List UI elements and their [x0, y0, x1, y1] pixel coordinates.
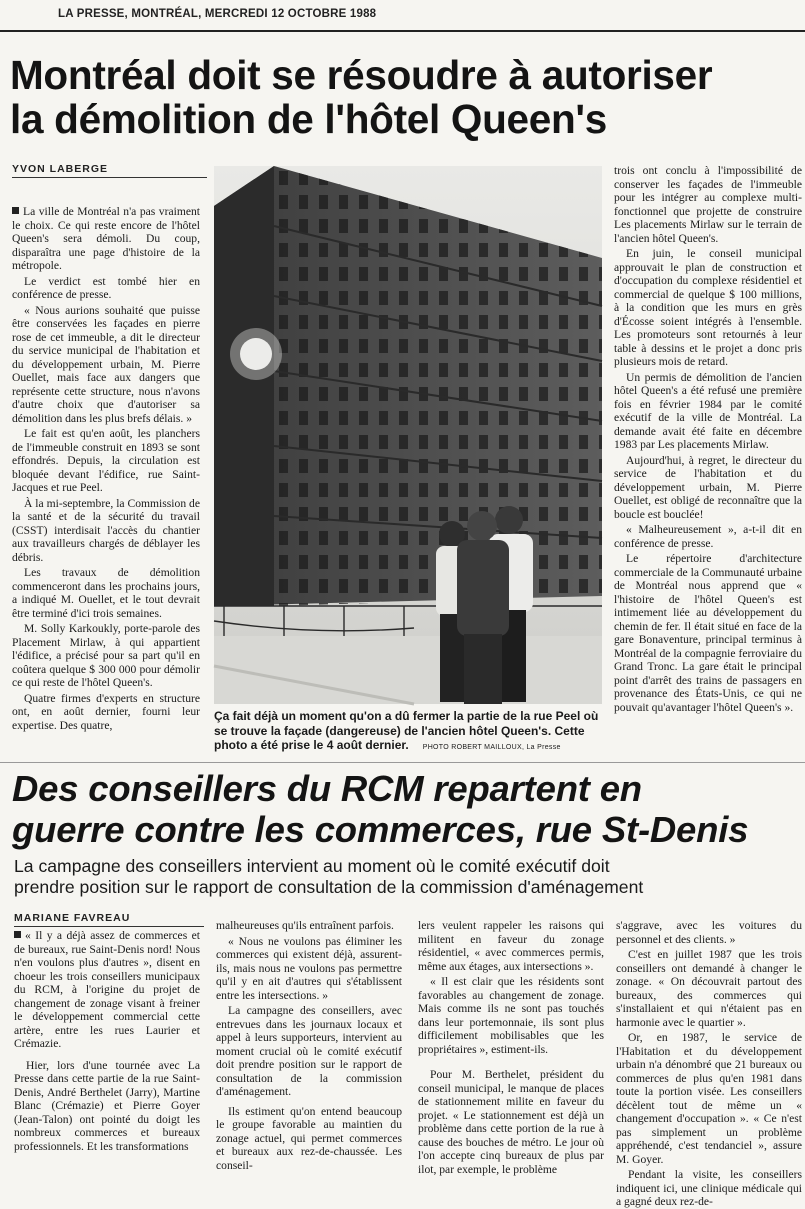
paragraph: trois ont conclu à l'impossibilité de conserver les façades de l'immeuble pour les intégrer au complexe multi-fonctionnel que projette de construire Les placements Mirlaw sur le terrain de l'ancien hôtel Queen's.: [614, 164, 802, 245]
article2-byline: MARIANE FAVREAU: [14, 912, 131, 924]
article1-headline-line2: la démolition de l'hôtel Queen's: [10, 95, 607, 142]
deck-line1: La campagne des conseillers intervient au moment où le comité exécutif doit: [14, 856, 610, 876]
paragraph: malheureuses qu'ils entraînent parfois.: [216, 919, 394, 932]
article1-column-1: [12, 205, 200, 757]
article2-headline-line1: Des conseillers du RCM repartent en: [12, 768, 642, 809]
lead-square-icon: [12, 207, 19, 214]
article1-byline: YVON LABERGE: [12, 163, 109, 175]
photo-caption: [214, 709, 604, 756]
paragraph: lers veulent rappeler les raisons qui militent en faveur du zonage résidentiel, « avec commerces permis, même aux étages, aux intersections ».: [418, 919, 604, 973]
deck-line2: prendre position sur le rapport de consultation de la commission d'aménagement: [14, 877, 644, 898]
paragraph: Aujourd'hui, à regret, le directeur du service de l'habitation et du développement urbain, M. Pierre Ouellet, est obligé de reconnaître que la boucle est bouclée!: [614, 453, 802, 521]
photo-credit: PHOTO ROBERT MAILLOUX, La Presse: [422, 744, 561, 751]
paragraph: Pendant la visite, les conseillers indiquent ici, une clinique médicale qui a gagné deux rez-de-: [616, 1168, 802, 1208]
paragraph: Un permis de démolition de l'ancien hôtel Queen's a été refusé une première fois en février 1984 par le comité exécutif de la ville de Montréal. La demande avait été faite en décembre 1983 par Les placements Mirlaw.: [614, 370, 802, 451]
paragraph: En juin, le conseil municipal approuvait le plan de construction et d'occupation du complexe résidentiel et commercial de quelque $ 100 millions, à la condition que les murs en grès d'Écosse soient intégrés à l'ensemble. Les promoteurs sont retournés à leur table à dessins et le projet a donc pris plusieurs mois de retard.: [614, 247, 802, 368]
newspaper-folio: LA PRESSE, MONTRÉAL, MERCREDI 12 OCTOBRE 1988: [58, 8, 377, 20]
folio-rule: [0, 30, 805, 32]
article2-column-1: [14, 929, 200, 1197]
paragraph: « Nous aurions souhaité que puisse être conservées les façades en pierre rose de cet immeuble, a dit le directeur du service municipal de l'habitation et du développement urbain, M. Pierre Ouellet, mais face aux dangers que représente cette structure, nous n'avons d'autre choix que d'autoriser sa démolition dans les plus brefs délais. »: [12, 303, 200, 425]
article2-column-2: [216, 919, 402, 1197]
article1-byline-rule: [12, 177, 207, 178]
men-silhouettes: [436, 506, 533, 704]
article2-deck: [14, 856, 794, 898]
paragraph: Le fait est qu'en août, les planchers de l'immeuble construit en 1893 se sont effondrés. Depuis, la circulation est bloquée devant l'édifice, rue Saint-Jacques et rue Peel.: [12, 427, 200, 494]
paragraph: « Nous ne voulons pas éliminer les commerces qui existent déjà, assurent-ils, mais nous ne voulons pas permettre qu'il y en ait d'autres qui s'établissent entre les intersections. »: [216, 934, 402, 1002]
article-divider: [0, 762, 805, 763]
article2-headline-line2: guerre contre les commerces, rue St-Denis: [12, 808, 749, 850]
paragraph: Le verdict est tombé hier en conférence de presse.: [12, 274, 200, 301]
paragraph: « Il y a déjà assez de commerces et de bureaux, rue Saint-Denis nord! Nous n'en voulons plus d'autres », disent en choeur les trois conseillers municipaux du RCM, à l'origine du projet de changement de zonage visant à freiner le développement commercial cette artère, entre les rues Laurier et Crémazie.: [14, 929, 200, 1050]
paragraph: La ville de Montréal n'a pas vraiment le choix. Ce qui reste encore de l'hôtel Queen's sera démoli. Du coup, disparaîtra une page d'histoire de la métropole.: [12, 205, 200, 272]
article1-headline-line1: Montréal doit se résoudre à autoriser: [10, 52, 713, 98]
paragraph: Quatre firmes d'experts en structure ont, en août dernier, fourni leur expertise. Des quatre,: [12, 691, 200, 732]
article2-byline-rule: [14, 926, 204, 927]
caption-text: Ça fait déjà un moment qu'on a dû fermer la partie de la rue Peel où se trouve la façade (dangereuse) de l'ancien hôtel Queen's. Cette photo a été prise le 4 août dernier.: [214, 709, 599, 752]
article2-column-4: [616, 919, 802, 1208]
paragraph: C'est en juillet 1987 que les trois conseillers ont demandé à changer le zonage. « On découvrait partout des bureaux, des commerces qui s'installaient et qui n'étaient pas en harmonie avec le quartier ».: [616, 948, 802, 1029]
article1-column-2: [614, 164, 802, 764]
paragraph: Or, en 1987, le service de l'Habitation et du développement urbain n'a dénombré que 21 bureaux ou commerces de plus qu'en 1981 dans toute la portion visée. Les conseillers décèlent tout de même un « changement d'occupation ». « Ce n'est pas simplement un problème appréhendé, c'est tendanciel », assure M. Goyer.: [616, 1031, 802, 1166]
lead-square-icon: [14, 931, 21, 938]
paragraph: « Malheureusement », a-t-il dit en conférence de presse.: [614, 523, 802, 550]
paragraph: s'aggrave, avec les voitures du personnel et des clients. »: [616, 919, 802, 946]
paragraph: La campagne des conseillers, avec entrevues dans les journaux locaux et appel à leurs supporteurs, intervient au moment crucial où le comité exécutif doit prendre position sur le rapport de consultation de la commission d'aménagement.: [216, 1004, 402, 1098]
paragraph: Hier, lors d'une tournée avec La Presse dans cette partie de la rue Saint-Denis, André Berthelet (Jarry), Martine Blanc (Crémazie) et Pierre Goyer (Jean-Talon) ont pointé du doigt les nombreux commerces et bureaux professionnels. Et les transformations: [14, 1058, 200, 1153]
paragraph: À la mi-septembre, la Commission de la santé et de la sécurité du travail (CSST) interdisait l'accès du chantier aux travailleurs chargés de déblayer les débris.: [12, 496, 200, 564]
article2-headline: [12, 769, 802, 851]
paragraph: Ils estiment qu'on entend beaucoup le groupe favorable au maintien du zonage actuel, qui permet commerces et bureaux aux rez-de-chaussée. Les conseil-: [216, 1104, 402, 1172]
paragraph: Pour M. Berthelet, président du conseil municipal, le manque de places de stationnement milite en faveur du projet. « Le stationnement est déjà un problème dans cette portion de la rue à cause des bouches de métro. Le jour où l'on accepte cinq bureaux de plus par ilot, par exemple, le problème: [418, 1068, 604, 1176]
paragraph: « Il est clair que les résidents sont favorables au changement de zonage. Mais comme ils ne sont pas touchés dans leur portemonnaie, ils sont plus difficilement mobilisables que les propriétaires », estiment-ils.: [418, 975, 604, 1056]
paragraph: M. Solly Karkoukly, porte-parole des Placement Mirlaw, à qui appartient l'édifice, a précisé pour sa part qu'il en coûtera quelque $ 300 000 pour démolir ce qui reste de l'hôtel Queen's.: [12, 622, 200, 689]
article2-column-3: [418, 919, 604, 1197]
paragraph: Le répertoire d'architecture commerciale de la Communauté urbaine de Montréal nous apprend que « l'histoire de l'hôtel Queen's est intimement liée au développement du chemin de fer. Il était situé en face de la gare Bonaventure, principal terminus à Montréal de la compagnie ferroviaire du Grand Tronc. La gare était le principal point d'arrêt des trains de passagers en provenance des États-Unis, ce qui ne pouvait qu'avantager l'hôtel Queen's ».: [614, 552, 803, 714]
article1-headline: [10, 54, 800, 141]
hotel-queens-photo: [214, 166, 602, 704]
paragraph: Les travaux de démolition commenceront dans les prochains jours, a indiqué M. Ouellet, et le tout devrait être terminé d'ici trois semaines.: [12, 566, 200, 620]
